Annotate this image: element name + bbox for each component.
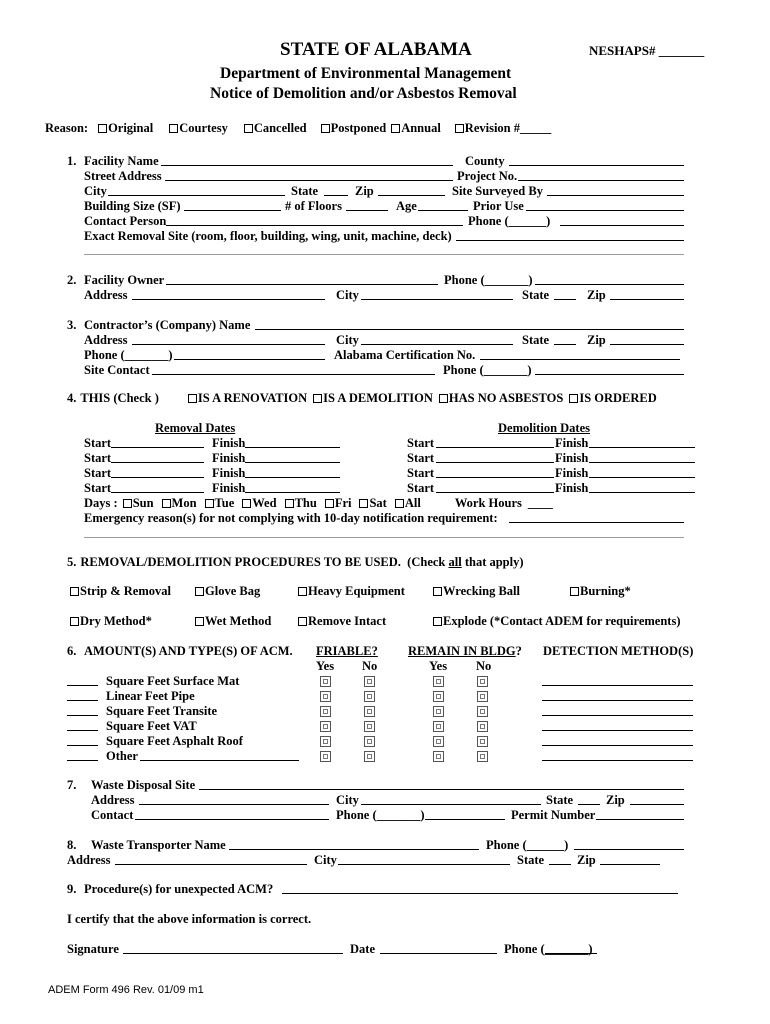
permit-number-label: Permit Number (511, 808, 596, 822)
remain-no-checkbox[interactable] (477, 751, 488, 762)
transporter-name-field[interactable] (229, 849, 479, 850)
days-label: Days : (84, 496, 118, 510)
day-sun-checkbox[interactable] (123, 499, 132, 508)
reason-annual-label: Annual (401, 121, 441, 135)
site-contact-phone-field[interactable] (535, 374, 684, 375)
acm-amount-field[interactable] (67, 745, 98, 746)
s3-number: 3. (67, 318, 77, 332)
form-footer: ADEM Form 496 Rev. 01/09 m1 (48, 984, 204, 996)
city-field[interactable] (108, 195, 285, 196)
contractor-zip-label: Zip (587, 333, 606, 347)
day-thu-label: Thu (294, 496, 317, 510)
day-wed-label: Wed (252, 496, 277, 510)
day-fri-label: Fri (334, 496, 352, 510)
friable-no-checkbox[interactable] (364, 706, 375, 717)
contractor-phone-label: Phone (_______) (84, 348, 173, 362)
remain-yes-checkbox[interactable] (433, 691, 444, 702)
owner-phone-label: Phone (_______) (444, 273, 533, 287)
friable-yes-label: Yes (316, 659, 335, 673)
site-contact-label: Site Contact (84, 363, 150, 377)
ordered-checkbox[interactable] (569, 394, 578, 403)
explode-checkbox[interactable] (433, 617, 442, 626)
removal-start-label: Start (84, 466, 112, 480)
day-mon-label: Mon (171, 496, 197, 510)
explode-option[interactable] (433, 614, 680, 629)
s5-title-row (67, 555, 524, 570)
work-hours-field[interactable]: ____ (527, 496, 553, 510)
city-label: City (84, 184, 107, 198)
signature-phone-label: Phone (_______) (504, 942, 593, 956)
contractor-state-field[interactable] (554, 344, 576, 345)
transporter-state-field[interactable] (549, 864, 571, 865)
contractor-zip-field[interactable] (610, 344, 684, 345)
prior-use-label: Prior Use (473, 199, 524, 213)
site-contact-field[interactable] (152, 374, 435, 375)
day-wed-checkbox[interactable] (242, 499, 251, 508)
waste-disposal-field[interactable] (199, 789, 684, 790)
age-field[interactable] (418, 210, 468, 211)
project-no-label: Project No. (457, 169, 518, 183)
renovation-checkbox[interactable] (188, 394, 197, 403)
glove-bag-label: Glove Bag (205, 584, 261, 598)
renovation-label: IS A RENOVATION (197, 391, 308, 405)
facility-name-label: Facility Name (84, 154, 159, 168)
notice-title: Notice of Demolition and/or Asbestos Removal (210, 85, 517, 102)
detection-heading: DETECTION METHOD(S) (543, 644, 694, 658)
s5-title-b: that apply) (461, 555, 524, 569)
waste-city-label: City (336, 793, 359, 807)
demolition-start-field[interactable] (436, 492, 554, 493)
street-address-field[interactable] (165, 180, 453, 181)
friable-no-label: No (362, 659, 378, 673)
demolition-finish-label: Finish (555, 466, 589, 480)
work-hours-label: Work Hours (454, 496, 522, 510)
exact-removal-site-field[interactable] (456, 240, 684, 241)
removal-start-label: Start (84, 436, 112, 450)
day-all-checkbox[interactable] (395, 499, 404, 508)
waste-state-label: State (546, 793, 574, 807)
remove-intact-option[interactable] (298, 614, 386, 629)
contractor-state-label: State (522, 333, 550, 347)
s4-check-row (67, 391, 657, 406)
friable-no-checkbox[interactable] (364, 676, 375, 687)
days-row (84, 496, 553, 511)
zip-field[interactable] (378, 195, 445, 196)
waste-city-field[interactable] (361, 804, 541, 805)
floors-label: # of Floors (285, 199, 342, 213)
owner-city-label: City (336, 288, 359, 302)
friable-yes-checkbox[interactable] (320, 676, 331, 687)
heavy-equipment-option[interactable] (298, 584, 405, 599)
friable-yes-checkbox[interactable] (320, 751, 331, 762)
transporter-name-label: Waste Transporter Name (91, 838, 226, 852)
reason-revision-checkbox[interactable] (455, 124, 464, 133)
remain-yes-checkbox[interactable] (433, 751, 444, 762)
demolition-start-field[interactable] (436, 477, 554, 478)
removal-finish-label: Finish (212, 466, 246, 480)
dry-method-option[interactable] (70, 614, 152, 629)
transporter-address-label: Address (67, 853, 111, 867)
friable-no-checkbox[interactable] (364, 691, 375, 702)
county-field[interactable] (509, 165, 684, 166)
demolition-start-label: Start (407, 451, 435, 465)
building-size-field[interactable] (184, 210, 281, 211)
contact-person-label: Contact Person (84, 214, 167, 228)
permit-number-field[interactable] (596, 819, 684, 820)
heavy-equipment-label: Heavy Equipment (308, 584, 405, 598)
removal-start-field[interactable] (111, 447, 204, 448)
emergency-reason-field-line2[interactable] (84, 537, 684, 538)
remain-heading (408, 644, 522, 659)
prior-use-field[interactable] (526, 210, 684, 211)
contractor-address-field[interactable] (132, 344, 325, 345)
waste-phone-label: Phone (_______) (336, 808, 425, 822)
acm-amount-field[interactable] (67, 760, 98, 761)
acm-amount-field[interactable] (67, 730, 98, 731)
no-asbestos-label: HAS NO ASBESTOS (448, 391, 564, 405)
waste-phone-field[interactable] (425, 819, 505, 820)
friable-no-checkbox[interactable] (364, 736, 375, 747)
remain-yes-label: Yes (429, 659, 448, 673)
s6-title: AMOUNT(S) AND TYPE(S) OF ACM. (84, 644, 293, 658)
acm-type-label: Other (106, 749, 138, 763)
emergency-reason-field[interactable] (509, 522, 684, 523)
waste-contact-field[interactable] (135, 819, 329, 820)
day-sat-label: Sat (369, 496, 387, 510)
demolition-finish-field[interactable] (589, 477, 695, 478)
s4-label: THIS (Check ) (80, 391, 159, 405)
day-thu-checkbox[interactable] (285, 499, 294, 508)
demolition-start-field[interactable] (436, 447, 554, 448)
state-label: State (291, 184, 319, 198)
acm-type-label: Square Feet Transite (106, 704, 218, 718)
transporter-address-field[interactable] (115, 864, 307, 865)
s8-number: 8. (67, 838, 77, 852)
ordered-label: IS ORDERED (579, 391, 657, 405)
day-tue-label: Tue (214, 496, 235, 510)
removal-start-label: Start (84, 451, 112, 465)
facility-owner-label: Facility Owner (84, 273, 165, 287)
friable-yes-checkbox[interactable] (320, 721, 331, 732)
removal-start-field[interactable] (111, 477, 204, 478)
contractor-city-field[interactable] (361, 344, 513, 345)
signature-label: Signature (67, 942, 119, 956)
facility-owner-field[interactable] (166, 284, 438, 285)
waste-zip-label: Zip (606, 793, 625, 807)
removal-finish-label: Finish (212, 436, 246, 450)
other-acm-field[interactable] (140, 760, 299, 761)
dry-method-label: Dry Method* (80, 614, 152, 628)
acm-type-label: Square Feet VAT (106, 719, 197, 733)
removal-finish-field[interactable] (245, 477, 340, 478)
acm-type-label: Square Feet Asphalt Roof (106, 734, 243, 748)
contact-phone-label: Phone (______) (468, 214, 551, 228)
detection-method-field[interactable] (542, 715, 693, 716)
contractor-phone-field[interactable] (174, 359, 325, 360)
remain-no-checkbox[interactable] (477, 721, 488, 732)
remain-heading-q: ? (515, 644, 522, 658)
heavy-equipment-checkbox[interactable] (298, 587, 307, 596)
certification-label: Alabama Certification No. (334, 348, 476, 362)
detection-method-field[interactable] (542, 730, 693, 731)
friable-no-checkbox[interactable] (364, 751, 375, 762)
acm-type-label: Square Feet Surface Mat (106, 674, 240, 688)
day-fri-checkbox[interactable] (325, 499, 334, 508)
wrecking-ball-checkbox[interactable] (433, 587, 442, 596)
day-all-label: All (404, 496, 421, 510)
acm-amount-field[interactable] (67, 700, 98, 701)
demolition-label: IS A DEMOLITION (323, 391, 433, 405)
friable-yes-checkbox[interactable] (320, 736, 331, 747)
remain-heading-text: REMAIN IN BLDG (408, 644, 516, 658)
waste-address-field[interactable] (139, 804, 329, 805)
site-contact-phone-label: Phone (_______) (443, 363, 532, 377)
friable-yes-checkbox[interactable] (320, 706, 331, 717)
removal-finish-label: Finish (212, 481, 246, 495)
exact-removal-site-field-line2[interactable] (84, 254, 684, 255)
unexpected-acm-field[interactable] (282, 893, 678, 894)
zip-label: Zip (355, 184, 374, 198)
project-no-field[interactable] (518, 180, 684, 181)
detection-method-field[interactable] (542, 700, 693, 701)
owner-state-field[interactable] (554, 299, 576, 300)
waste-address-label: Address (91, 793, 135, 807)
friable-yes-checkbox[interactable] (320, 691, 331, 702)
owner-city-field[interactable] (361, 299, 513, 300)
remain-no-checkbox[interactable] (477, 676, 488, 687)
demolition-start-label: Start (407, 436, 435, 450)
reason-cancelled-label: Cancelled (253, 121, 307, 135)
remain-yes-checkbox[interactable] (433, 721, 444, 732)
street-address-label: Street Address (84, 169, 162, 183)
s5-number: 5. (67, 555, 77, 569)
wet-method-checkbox[interactable] (195, 617, 204, 626)
remain-yes-checkbox[interactable] (433, 706, 444, 717)
reason-postponed-label: Postponed (330, 121, 387, 135)
date-field[interactable] (380, 953, 497, 954)
reason-revision-label: Revision # (464, 121, 521, 135)
signature-field[interactable] (123, 953, 343, 954)
remove-intact-checkbox[interactable] (298, 617, 307, 626)
removal-finish-field[interactable] (245, 462, 340, 463)
strip-removal-checkbox[interactable] (70, 587, 79, 596)
neshaps-number: NESHAPS# _______ (589, 43, 705, 58)
remove-intact-label: Remove Intact (308, 614, 387, 628)
department-title: Department of Environmental Management (220, 65, 512, 82)
contractor-name-label: Contractor’s (Company) Name (84, 318, 251, 332)
transporter-city-field[interactable] (338, 864, 510, 865)
certify-statement: I certify that the above information is correct. (67, 912, 312, 926)
s2-number: 2. (67, 273, 77, 287)
reason-annual-checkbox[interactable] (391, 124, 400, 133)
s6-number: 6. (67, 644, 77, 658)
detection-method-field[interactable] (542, 685, 693, 686)
no-asbestos-checkbox[interactable] (439, 394, 448, 403)
demolition-finish-label: Finish (555, 451, 589, 465)
state-field[interactable] (324, 195, 348, 196)
removal-finish-field[interactable] (245, 492, 340, 493)
transporter-phone-label: Phone (______) (486, 838, 569, 852)
contact-person-field[interactable] (166, 225, 463, 226)
contractor-name-field[interactable] (255, 329, 684, 330)
transporter-state-label: State (517, 853, 545, 867)
removal-start-field[interactable] (111, 492, 204, 493)
reason-original-checkbox[interactable] (98, 124, 107, 133)
glove-bag-checkbox[interactable] (195, 587, 204, 596)
removal-finish-field[interactable] (245, 447, 340, 448)
remain-no-checkbox[interactable] (477, 706, 488, 717)
demolition-dates-heading: Demolition Dates (498, 421, 590, 435)
s7-number: 7. (67, 778, 77, 792)
s1-number: 1. (67, 154, 77, 168)
demolition-start-label: Start (407, 481, 435, 495)
signature-phone-field[interactable] (545, 953, 597, 954)
owner-state-label: State (522, 288, 550, 302)
reason-postponed-checkbox[interactable] (321, 124, 330, 133)
removal-finish-label: Finish (212, 451, 246, 465)
wet-method-option[interactable] (195, 614, 271, 629)
remain-yes-checkbox[interactable] (433, 676, 444, 687)
demolition-finish-label: Finish (555, 436, 589, 450)
demolition-start-field[interactable] (436, 462, 554, 463)
friable-heading: FRIABLE? (316, 644, 378, 658)
remain-no-checkbox[interactable] (477, 736, 488, 747)
site-surveyed-label: Site Surveyed By (452, 184, 543, 198)
waste-contact-label: Contact (91, 808, 134, 822)
removal-dates-heading: Removal Dates (155, 421, 236, 435)
day-sat-checkbox[interactable] (359, 499, 368, 508)
glove-bag-option[interactable] (195, 584, 260, 599)
waste-state-field[interactable] (578, 804, 600, 805)
explode-label: Explode (*Contact ADEM for requirements) (443, 614, 681, 628)
detection-method-field[interactable] (542, 745, 693, 746)
detection-method-field[interactable] (542, 760, 693, 761)
owner-zip-label: Zip (587, 288, 606, 302)
s5-title-all: all (448, 555, 462, 569)
form-title: STATE OF ALABAMA (280, 39, 472, 60)
reason-cancelled-checkbox[interactable] (244, 124, 253, 133)
demolition-finish-label: Finish (555, 481, 589, 495)
demolition-start-label: Start (407, 466, 435, 480)
wrecking-ball-option[interactable] (433, 584, 520, 599)
acm-amount-field[interactable] (67, 715, 98, 716)
reason-original-label: Original (108, 121, 154, 135)
demolition-finish-field[interactable] (589, 447, 695, 448)
owner-address-field[interactable] (132, 299, 325, 300)
s5-title-a: REMOVAL/DEMOLITION PROCEDURES TO BE USED. (Check (80, 555, 449, 569)
s9-number: 9. (67, 882, 77, 896)
transporter-zip-field[interactable] (600, 864, 660, 865)
age-label: Age (396, 199, 417, 213)
wrecking-ball-label: Wrecking Ball (443, 584, 520, 598)
unexpected-acm-label: Procedure(s) for unexpected ACM? (84, 882, 274, 896)
waste-zip-field[interactable] (630, 804, 684, 805)
reason-row (45, 121, 551, 136)
wet-method-label: Wet Method (205, 614, 272, 628)
demolition-finish-field[interactable] (589, 492, 695, 493)
owner-zip-field[interactable] (610, 299, 684, 300)
remain-no-label: No (476, 659, 492, 673)
demolition-checkbox[interactable] (313, 394, 322, 403)
waste-disposal-label: Waste Disposal Site (91, 778, 196, 792)
removal-start-field[interactable] (111, 462, 204, 463)
emergency-reason-label: Emergency reason(s) for not complying with 10-day notification requirement: (84, 511, 498, 525)
s4-number: 4. (67, 391, 77, 405)
date-label: Date (350, 942, 375, 956)
transporter-phone-field[interactable] (574, 849, 684, 850)
remain-yes-checkbox[interactable] (433, 736, 444, 747)
friable-no-checkbox[interactable] (364, 721, 375, 732)
reason-courtesy-checkbox[interactable] (169, 124, 178, 133)
burning-option[interactable] (570, 584, 631, 599)
strip-removal-label: Strip & Removal (80, 584, 171, 598)
building-size-label: Building Size (SF) (84, 199, 181, 213)
exact-removal-site-label: Exact Removal Site (room, floor, building, wing, unit, machine, deck) (84, 229, 452, 243)
day-mon-checkbox[interactable] (162, 499, 171, 508)
contractor-city-label: City (336, 333, 359, 347)
facility-name-field[interactable] (161, 165, 453, 166)
contact-phone-field[interactable] (560, 225, 684, 226)
demolition-finish-field[interactable] (589, 462, 695, 463)
owner-phone-field[interactable] (535, 284, 684, 285)
day-sun-label: Sun (132, 496, 154, 510)
day-tue-checkbox[interactable] (205, 499, 214, 508)
owner-address-label: Address (84, 288, 128, 302)
removal-start-label: Start (84, 481, 112, 495)
transporter-city-label: City (314, 853, 337, 867)
reason-label: Reason: (45, 121, 89, 135)
remain-no-checkbox[interactable] (477, 691, 488, 702)
floors-field[interactable] (346, 210, 388, 211)
dry-method-checkbox[interactable] (70, 617, 79, 626)
burning-checkbox[interactable] (570, 587, 579, 596)
certification-field[interactable] (480, 359, 680, 360)
acm-amount-field[interactable] (67, 685, 98, 686)
revision-number-blank[interactable]: _____ (520, 121, 552, 135)
burning-label: Burning* (580, 584, 631, 598)
reason-courtesy-label: Courtesy (179, 121, 228, 135)
contractor-address-label: Address (84, 333, 128, 347)
acm-type-label: Linear Feet Pipe (106, 689, 195, 703)
transporter-zip-label: Zip (577, 853, 596, 867)
county-label: County (465, 154, 505, 168)
strip-removal-option[interactable] (70, 584, 171, 599)
site-surveyed-field[interactable] (547, 195, 684, 196)
